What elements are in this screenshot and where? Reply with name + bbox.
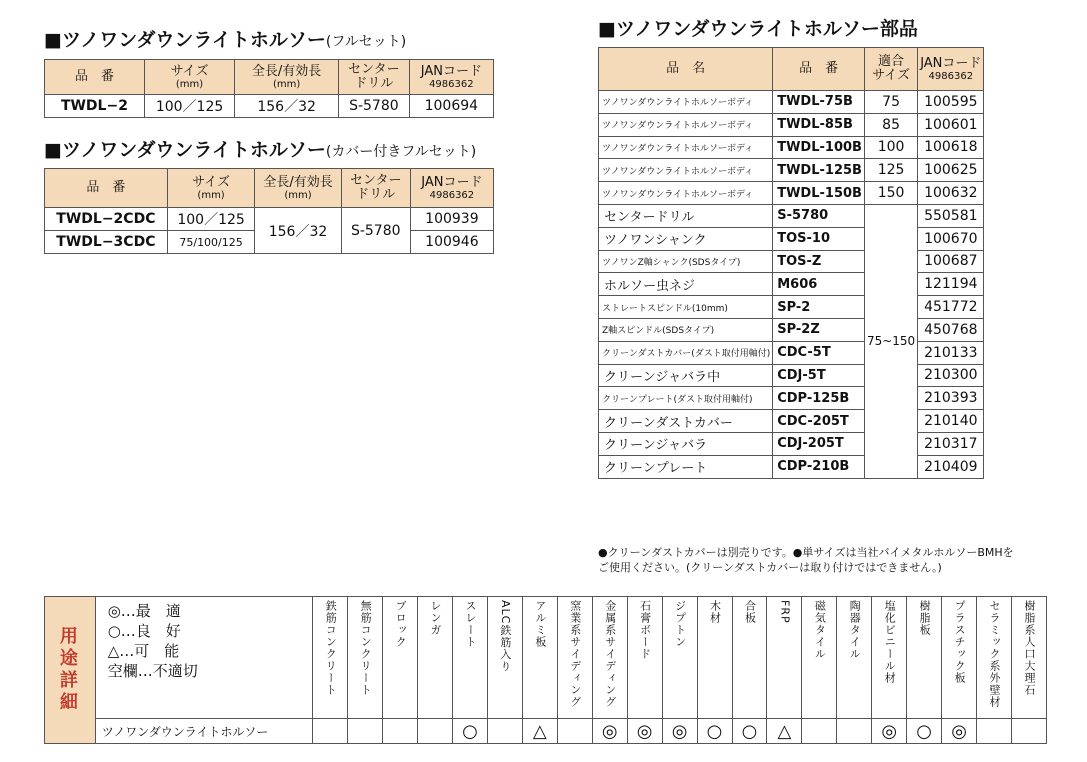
cell-name: ツノワンダウンライトホルソーボディ (599, 182, 773, 205)
table-row (599, 318, 984, 341)
cell-fit: 85 (864, 113, 917, 136)
material-label: ジプトン (673, 600, 687, 648)
table-row (599, 182, 984, 205)
cell-part-no: CDJ-5T (773, 364, 865, 387)
cell-jan: 100618 (918, 136, 984, 159)
cell-name: Z軸スピンドル(SDSタイプ) (599, 318, 773, 341)
parts-body (599, 91, 984, 479)
table-header-row (45, 169, 494, 208)
cell-fit: 125 (864, 159, 917, 182)
cell-fit: 75 (864, 91, 917, 114)
set2-title-main: ■ツノワンダウンライトホルソー (44, 139, 326, 161)
col-size-label: サイズ (170, 63, 209, 79)
col-length-label: 全長/有効長 (263, 174, 333, 190)
cell-jan: 210393 (918, 387, 984, 410)
table-row (599, 273, 984, 296)
cell-fit: 100 (864, 136, 917, 159)
parts-table (598, 47, 984, 479)
cell-name: ストレートスピンドル(10mm) (599, 296, 773, 319)
note-line-2: ご使用ください。(クリーンダストカバーは取り付けではできません。) (598, 561, 942, 574)
material-rating: ○ (453, 719, 488, 744)
cell-name: ツノワンダウンライトホルソーボディ (599, 113, 773, 136)
material-rating (383, 719, 418, 744)
col-length (235, 60, 339, 95)
material-rating: ◎ (627, 719, 662, 744)
table-row (599, 455, 984, 478)
material-label: 金属系サイディング (603, 600, 617, 708)
cell-jan: 100670 (918, 227, 984, 250)
col-drill (339, 60, 410, 95)
col-length-unit: (mm) (284, 189, 312, 201)
table-header-row (599, 48, 984, 91)
usage-product-name: ツノワンダウンライトホルソー (95, 719, 313, 744)
cell-jan: 210317 (918, 432, 984, 455)
usage-header (45, 597, 96, 744)
cell-jan: 210300 (918, 364, 984, 387)
cell-name: ホルソー虫ネジ (599, 273, 773, 296)
col-jan (918, 48, 984, 91)
material-header (1012, 597, 1047, 719)
material-label: セラミック系外壁材 (988, 600, 1002, 708)
legend-good: ○…良 好 (107, 622, 181, 640)
material-header (383, 597, 418, 719)
table-row (45, 208, 494, 231)
col-jan-label: JANコード (421, 174, 483, 190)
material-header (522, 597, 557, 719)
usage-header-row (45, 597, 1047, 719)
cell-size: 100／125 (167, 208, 255, 231)
material-rating: ◎ (592, 719, 627, 744)
cell-jan: 100939 (410, 208, 493, 231)
material-header (453, 597, 488, 719)
material-header (837, 597, 872, 719)
material-header (767, 597, 802, 719)
material-label: 窯業系サイディング (568, 600, 582, 708)
cell-name: ツノワンZ軸シャンク(SDSタイプ) (599, 250, 773, 273)
cell-part-no: TOS-Z (773, 250, 865, 273)
material-label: 樹脂板 (918, 600, 932, 636)
cell-jan: 210133 (918, 341, 984, 364)
cell-part-no: CDP-210B (773, 455, 865, 478)
cell-name: センタードリル (599, 204, 773, 227)
col-jan-prefix: 4986362 (928, 70, 974, 82)
material-header (697, 597, 732, 719)
material-header (313, 597, 348, 719)
col-part-no: 品 番 (773, 48, 865, 91)
cell-jan: 210140 (918, 410, 984, 433)
cell-jan: 550581 (918, 204, 984, 227)
cell-part-no: TWDL−3CDC (45, 231, 168, 254)
material-label: ALC鉄筋入り (498, 600, 512, 673)
material-header (732, 597, 767, 719)
usage-product-row (45, 719, 1047, 744)
full-set-table (44, 59, 494, 118)
cell-name: クリーンプレート (599, 455, 773, 478)
cell-name: クリーンジャバラ中 (599, 364, 773, 387)
set2-title (44, 138, 476, 164)
material-rating: △ (522, 719, 557, 744)
cell-fit: 150 (864, 182, 917, 205)
legend-possible: △…可 能 (107, 642, 180, 660)
material-label: 磁気タイル (813, 600, 827, 660)
material-header (557, 597, 592, 719)
material-header (487, 597, 522, 719)
cell-name: ツノワンダウンライトホルソーボディ (599, 136, 773, 159)
legend-best: ◎…最 適 (107, 602, 181, 620)
material-header (592, 597, 627, 719)
material-rating (557, 719, 592, 744)
material-rating (1012, 719, 1047, 744)
cell-part-no: CDJ-205T (773, 432, 865, 455)
material-rating: ○ (732, 719, 767, 744)
material-label: 鉄筋コンクリート (324, 600, 338, 696)
table-row (599, 204, 984, 227)
material-label: 樹脂系人口大理石 (1023, 600, 1036, 696)
cell-drill: S-5780 (339, 95, 410, 118)
cell-size: 75/100/125 (167, 231, 255, 254)
material-label: レンガ (429, 600, 443, 636)
cell-name: クリーンプレート(ダスト取付用軸付) (599, 387, 773, 410)
col-part-no: 品 番 (45, 169, 168, 208)
cell-jan: 100632 (918, 182, 984, 205)
col-size-label: サイズ (192, 174, 231, 190)
cell-jan: 100687 (918, 250, 984, 273)
material-label: 無筋コンクリート (359, 600, 373, 696)
table-row (599, 341, 984, 364)
table-row (45, 95, 494, 118)
material-label: 陶器タイル (848, 600, 862, 660)
set1-title-sub: (フルセット) (325, 34, 407, 50)
cell-size: 100／125 (144, 95, 234, 118)
material-label: 石膏ボード (638, 600, 652, 660)
table-row (599, 159, 984, 182)
cell-jan: 100601 (918, 113, 984, 136)
material-rating: ◎ (942, 719, 977, 744)
cell-jan: 451772 (918, 296, 984, 319)
col-jan-prefix: 4986362 (429, 189, 475, 201)
material-header (977, 597, 1012, 719)
table-row (599, 227, 984, 250)
material-rating: ○ (907, 719, 942, 744)
material-label: スレート (463, 600, 477, 648)
cell-part-no: TOS-10 (773, 227, 865, 250)
material-rating (802, 719, 837, 744)
material-header (348, 597, 383, 719)
material-rating (418, 719, 453, 744)
material-label: 塩化ビニール材 (883, 600, 897, 684)
material-header (627, 597, 662, 719)
col-jan (410, 169, 493, 208)
cell-name: クリーンジャバラ (599, 432, 773, 455)
material-label: プラスチック板 (953, 600, 967, 684)
cell-jan: 100625 (918, 159, 984, 182)
cell-name: ツノワンダウンライトホルソーボディ (599, 91, 773, 114)
material-label: 合板 (743, 600, 757, 624)
cell-length: 156／32 (255, 208, 341, 254)
cell-part-no: M606 (773, 273, 865, 296)
cell-name: ツノワンダウンライトホルソーボディ (599, 159, 773, 182)
cell-part-no: TWDL−2CDC (45, 208, 168, 231)
table-row (599, 387, 984, 410)
table-row (599, 136, 984, 159)
material-header (942, 597, 977, 719)
material-rating (487, 719, 522, 744)
material-label: ブロック (394, 600, 408, 648)
cell-part-no: TWDL−2 (45, 95, 145, 118)
col-size (167, 169, 255, 208)
cell-jan: 450768 (918, 318, 984, 341)
col-jan (409, 60, 493, 95)
note-line-1: ●クリーンダストカバーは別売りです。●単サイズは当社バイメタルホルソーBMHを (598, 546, 1014, 559)
col-length-unit: (mm) (272, 78, 301, 90)
cell-jan: 100946 (410, 231, 493, 254)
col-size-unit: (mm) (197, 189, 225, 201)
table-header-row (45, 60, 494, 95)
material-rating (313, 719, 348, 744)
material-header (872, 597, 907, 719)
table-row (599, 296, 984, 319)
col-size-unit: (mm) (175, 78, 204, 90)
table-row (599, 113, 984, 136)
col-length (255, 169, 341, 208)
material-label: FRP (778, 600, 792, 624)
parts-note (598, 545, 1078, 575)
material-label: 木材 (708, 600, 722, 624)
cell-name: クリーンダストカバー(ダスト取付用軸付) (599, 341, 773, 364)
col-fit-label: 適合サイズ (872, 54, 911, 83)
cell-part-no: TWDL-85B (773, 113, 865, 136)
cell-fit-shared: 75~150 (864, 204, 917, 478)
material-rating: ○ (697, 719, 732, 744)
cell-part-no: CDC-5T (773, 341, 865, 364)
cell-drill: S-5780 (341, 208, 410, 254)
material-label: アルミ板 (533, 600, 547, 648)
col-length-label: 全長/有効長 (251, 63, 322, 79)
cell-part-no: TWDL-75B (773, 91, 865, 114)
col-drill (341, 169, 410, 208)
col-drill-label: センタードリル (349, 173, 402, 202)
material-rating: ◎ (872, 719, 907, 744)
cell-part-no: CDP-125B (773, 387, 865, 410)
cell-jan: 210409 (918, 455, 984, 478)
cell-name: ツノワンシャンク (599, 227, 773, 250)
col-fit (864, 48, 917, 91)
table-row (599, 91, 984, 114)
cell-jan: 121194 (918, 273, 984, 296)
cover-set-table (44, 168, 494, 254)
usage-legend (95, 597, 313, 719)
table-row (599, 364, 984, 387)
cell-part-no: TWDL-150B (773, 182, 865, 205)
set1-title (44, 28, 406, 54)
material-rating (348, 719, 383, 744)
set1-title-main: ■ツノワンダウンライトホルソー (44, 29, 326, 51)
legend-unsuitable: 空欄…不適切 (107, 662, 198, 680)
cell-part-no: TWDL-100B (773, 136, 865, 159)
material-rating: △ (767, 719, 802, 744)
col-drill-label: センタードリル (348, 62, 400, 91)
usage-table (44, 596, 1047, 744)
material-rating (977, 719, 1012, 744)
col-part-no: 品 番 (45, 60, 145, 95)
cell-name: クリーンダストカバー (599, 410, 773, 433)
cell-part-no: SP-2 (773, 296, 865, 319)
col-name: 品 名 (599, 48, 773, 91)
cell-part-no: CDC-205T (773, 410, 865, 433)
material-header (907, 597, 942, 719)
cell-jan: 100694 (409, 95, 493, 118)
material-rating: ◎ (662, 719, 697, 744)
set2-title-sub: (カバー付きフルセット) (325, 144, 477, 160)
col-size (144, 60, 234, 95)
material-header (418, 597, 453, 719)
col-jan-label: JANコード (420, 63, 482, 79)
material-rating (837, 719, 872, 744)
material-header (802, 597, 837, 719)
col-jan-label: JANコード (920, 55, 982, 71)
cell-part-no: SP-2Z (773, 318, 865, 341)
usage-header-text: 用途詳細 (59, 626, 81, 713)
table-row (599, 432, 984, 455)
cell-part-no: S-5780 (773, 204, 865, 227)
col-jan-prefix: 4986362 (429, 78, 474, 90)
cell-part-no: TWDL-125B (773, 159, 865, 182)
table-row (599, 410, 984, 433)
parts-title: ■ツノワンダウンライトホルソー部品 (598, 18, 918, 40)
cell-length: 156／32 (235, 95, 339, 118)
table-row (599, 250, 984, 273)
material-header (662, 597, 697, 719)
cell-jan: 100595 (918, 91, 984, 114)
